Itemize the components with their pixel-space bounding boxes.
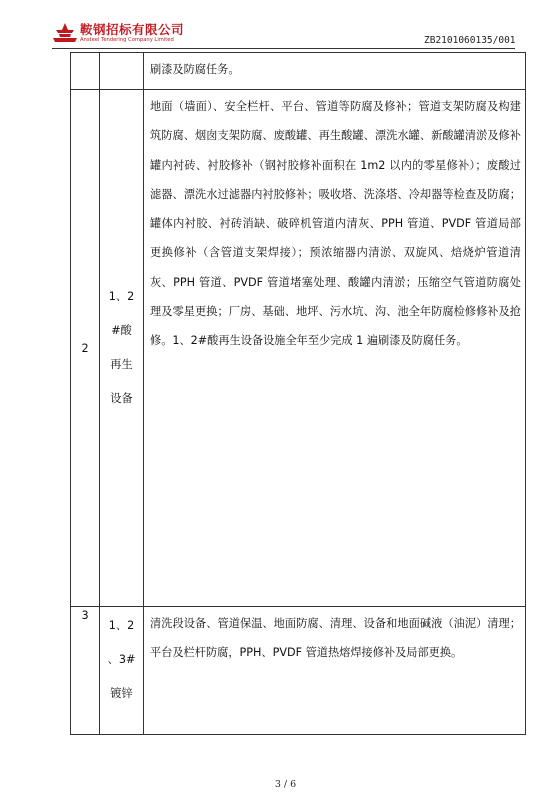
equipment-name — [100, 607, 143, 711]
content-cell — [144, 607, 526, 735]
equipment-name — [100, 280, 143, 416]
content-cell — [144, 90, 526, 607]
work-content: 清洗段设备、管道保温、地面防腐、清理、设备和地面碱液（油泥）清理；平台及栏杆防腐，PPH、PVDF 管道热熔焊接修补及局部更换。 — [150, 617, 521, 660]
equipment-cell — [100, 53, 144, 90]
page-number: 3 / 6 — [274, 779, 297, 790]
work-content: 地面（墙面）、安全栏杆、平台、管道等防腐及修补；管道支架防腐及构建筑防腐、烟囱支架防腐、废酸罐、再生酸罐、漂洗水罐、新酸罐清淤及修补罐内衬砖、衬胶修补（钢衬胶修补面积在 1m2 以内的零星修补）；废酸过滤器、漂洗水过滤器内衬胶修补；吸收塔、洗涤塔、冷却器等检查及防腐；罐体内衬胶、衬砖消缺、破碎机管道内清灰、PPH 管道、PVDF 管道局部更换修补（含管道支架焊接）；预浓缩器内清淤、双旋风、焙烧炉管道清灰、PPH 管道、PVDF 管道堵塞处理、酸罐内清淤；压缩空气管道防腐处理及零星更换；厂房、基础、地坪、污水坑、沟、池全年防腐检修修补及抢修。1、2#酸再生设备设施全年至少完成 1 遍刷漆及防腐任务。 — [150, 100, 521, 348]
work-content: 刷漆及防腐任务。 — [150, 63, 240, 76]
equipment-line: 设备 — [110, 392, 133, 405]
page-header — [0, 0, 541, 52]
equipment-line: #酸 — [111, 324, 132, 337]
row-number: 3 — [81, 609, 89, 622]
equipment-cell — [100, 90, 144, 607]
equipment-line: 再生 — [110, 358, 133, 371]
table-row — [71, 607, 526, 735]
equipment-line: 1、2 — [108, 290, 135, 303]
scope-table — [70, 52, 526, 735]
equipment-line: 1、2 — [108, 619, 135, 632]
company-name-en: Ansteel Tendering Company Limited — [80, 37, 174, 43]
content-cell — [144, 53, 526, 90]
header-divider — [52, 48, 515, 49]
equipment-line: 镀锌 — [110, 687, 133, 700]
row-number-cell — [71, 607, 100, 735]
document-number: ZB2101060135/001 — [424, 35, 516, 46]
row-number: 2 — [81, 341, 89, 355]
row-number-cell — [71, 90, 100, 607]
equipment-cell — [100, 607, 144, 735]
row-number-cell — [71, 53, 100, 90]
table-row — [71, 53, 526, 90]
equipment-line: 、3# — [107, 653, 136, 666]
table-row — [71, 90, 526, 607]
company-name-cn: 鞍钢招标有限公司 — [80, 22, 185, 37]
ansteel-logo-icon — [52, 22, 78, 44]
